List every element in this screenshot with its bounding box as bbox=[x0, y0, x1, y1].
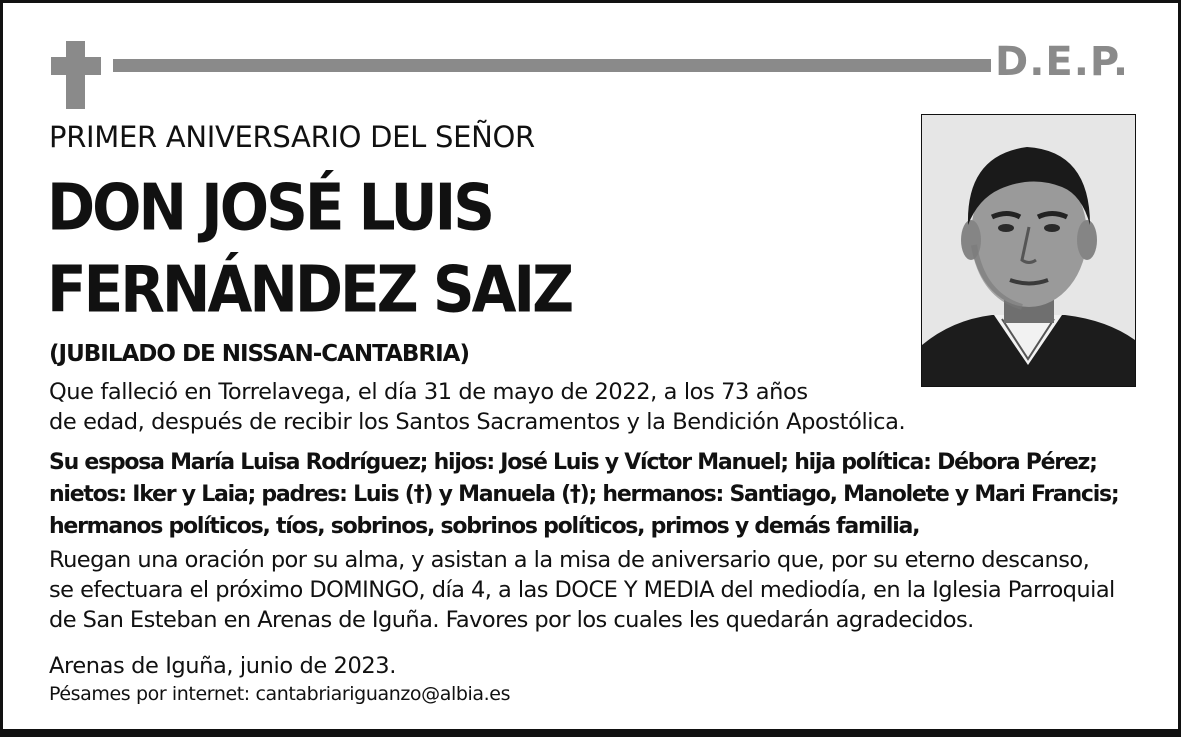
family-line: nietos: Iker y Laia; padres: Luis (†) y Manuela (†); hermanos: Santiago, Manolete y Mari Francis; bbox=[49, 482, 1119, 507]
header-rule bbox=[113, 59, 991, 72]
portrait-photo bbox=[921, 114, 1136, 387]
death-paragraph bbox=[49, 377, 905, 437]
occupation: (JUBILADO DE NISSAN-CANTABRIA) bbox=[49, 341, 469, 367]
death-line: Que falleció en Torrelavega, el día 31 de mayo de 2022, a los 73 años bbox=[49, 379, 808, 405]
dep-label: D.E.P. bbox=[995, 39, 1130, 85]
deceased-name-line1: DON JOSÉ LUIS bbox=[47, 170, 492, 245]
place-date: Arenas de Iguña, junio de 2023. bbox=[49, 653, 396, 679]
deceased-name-line2: FERNÁNDEZ SAIZ bbox=[47, 252, 572, 327]
subtitle: PRIMER ANIVERSARIO DEL SEÑOR bbox=[49, 120, 535, 154]
family-line: Su esposa María Luisa Rodríguez; hijos: José Luis y Víctor Manuel; hija política: Débora Pérez; bbox=[49, 450, 1097, 475]
latin-cross-icon bbox=[66, 41, 85, 109]
mass-paragraph bbox=[49, 545, 1115, 635]
mass-line: se efectuara el próximo DOMINGO, día 4, a las DOCE Y MEDIA del mediodía, en la Iglesia Parroquial bbox=[49, 577, 1115, 603]
condolences-contact: Pésames por internet: cantabriariguanzo@albia.es bbox=[49, 683, 511, 705]
death-line: de edad, después de recibir los Santos Sacramentos y la Bendición Apostólica. bbox=[49, 409, 906, 435]
latin-cross-icon-bar bbox=[51, 57, 101, 75]
family-line: hermanos políticos, tíos, sobrinos, sobrinos políticos, primos y demás familia, bbox=[49, 514, 920, 539]
mass-line: de San Esteban en Arenas de Iguña. Favores por los cuales les quedarán agradecidos. bbox=[49, 607, 974, 633]
family-paragraph bbox=[49, 447, 1118, 543]
mass-line: Ruegan una oración por su alma, y asistan a la misa de aniversario que, por su eterno descanso, bbox=[49, 547, 1090, 573]
